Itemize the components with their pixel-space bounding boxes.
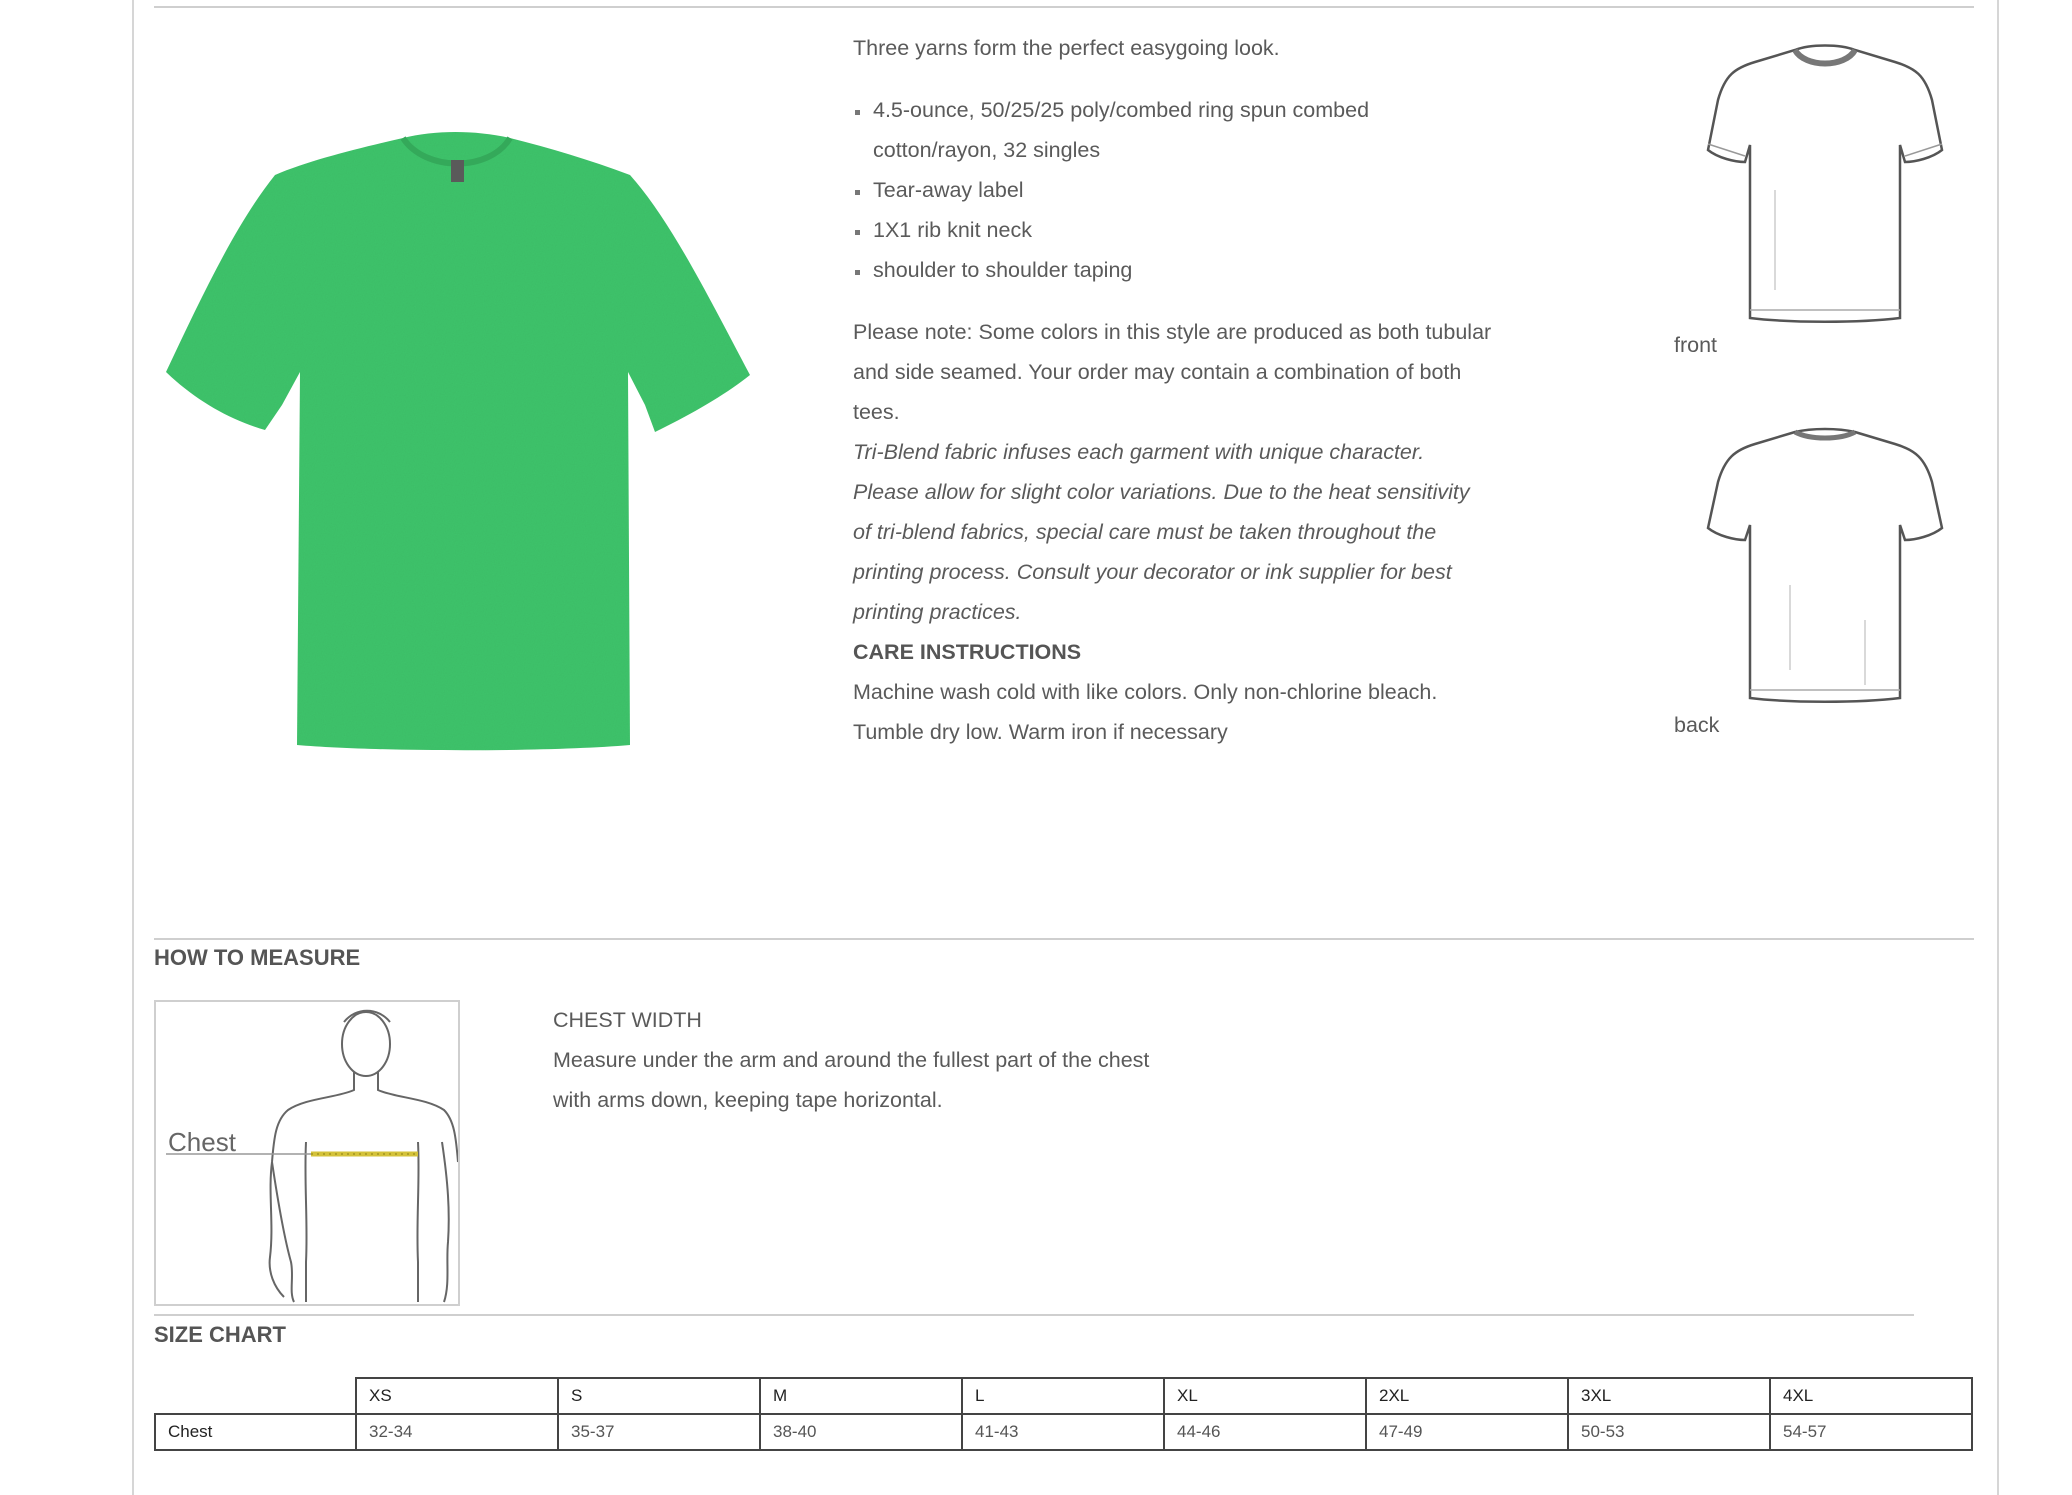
chest-value-cell: 44-46 [1164,1414,1366,1450]
back-label: back [1674,713,1720,737]
front-sketch [1700,40,1950,330]
right-border [1997,0,1999,1495]
description-intro: Three yarns form the perfect easygoing look. [853,36,1280,60]
left-border [132,0,134,1495]
care-instructions-title: CARE INSTRUCTIONS [853,640,1082,664]
size-header-cell: 2XL [1366,1378,1568,1414]
size-header-cell: S [558,1378,760,1414]
tri-blend-note: Tri-Blend fabric infuses each garment with unique character. Please allow for slight color variations. Due to the heat sensitivity of tri-blend fabrics, special care must be taken throughout the printing process. Consult your decorator or ink supplier for best printing practices. [853,440,1470,624]
size-chart-table [154,1377,1973,1451]
row-label-cell: Chest [155,1414,356,1450]
measure-instructions [553,1000,1193,1120]
chest-value-cell: 32-34 [356,1414,558,1450]
size-header-cell: 4XL [1770,1378,1972,1414]
feature-item: shoulder to shoulder taping [853,250,1493,290]
size-header-cell: M [760,1378,962,1414]
product-image [160,130,750,755]
feature-item: 1X1 rib knit neck [853,210,1493,250]
front-label: front [1674,333,1718,357]
green-tshirt-icon [160,130,750,755]
feature-item: Tear-away label [853,170,1493,210]
size-header-row [155,1378,1972,1414]
chest-value-cell: 54-57 [1770,1414,1972,1450]
feature-item: 4.5-ounce, 50/25/25 poly/combed ring spun combed cotton/rayon, 32 singles [853,90,1493,170]
blank-header-cell [155,1378,356,1414]
chest-width-heading: CHEST WIDTH [553,1008,702,1032]
color-note: Please note: Some colors in this style are produced as both tubular and side seamed. Your order may contain a combination of both tees. [853,320,1492,424]
feature-list [853,90,1493,290]
care-instructions-text: Machine wash cold with like colors. Only non-chlorine bleach. Tumble dry low. Warm iron if necessary [853,680,1438,744]
back-sketch [1700,420,1950,710]
tshirt-body [166,132,750,750]
tshirt-back-outline-icon [1700,420,1950,710]
tshirt-front-outline-icon [1700,40,1950,330]
size-divider [154,1314,1914,1316]
size-header-cell: XL [1164,1378,1366,1414]
product-description [853,28,1493,752]
how-to-measure-title: HOW TO MEASURE [154,945,361,970]
size-chart-title: SIZE CHART [154,1322,286,1347]
chest-value-cell: 50-53 [1568,1414,1770,1450]
size-header-cell: 3XL [1568,1378,1770,1414]
table-row [155,1414,1972,1450]
chest-value-cell: 47-49 [1366,1414,1568,1450]
measure-figure [154,1000,460,1306]
size-header-cell: L [962,1378,1164,1414]
chest-figure-label: Chest [168,1127,236,1157]
chest-width-text: Measure under the arm and around the fullest part of the chest with arms down, keeping tape horizontal. [553,1048,1150,1112]
chest-value-cell: 38-40 [760,1414,962,1450]
top-divider [154,6,1974,8]
chest-value-cell: 35-37 [558,1414,760,1450]
label-tag [451,160,464,182]
chest-value-cell: 41-43 [962,1414,1164,1450]
measure-divider [154,938,1974,940]
size-header-cell: XS [356,1378,558,1414]
